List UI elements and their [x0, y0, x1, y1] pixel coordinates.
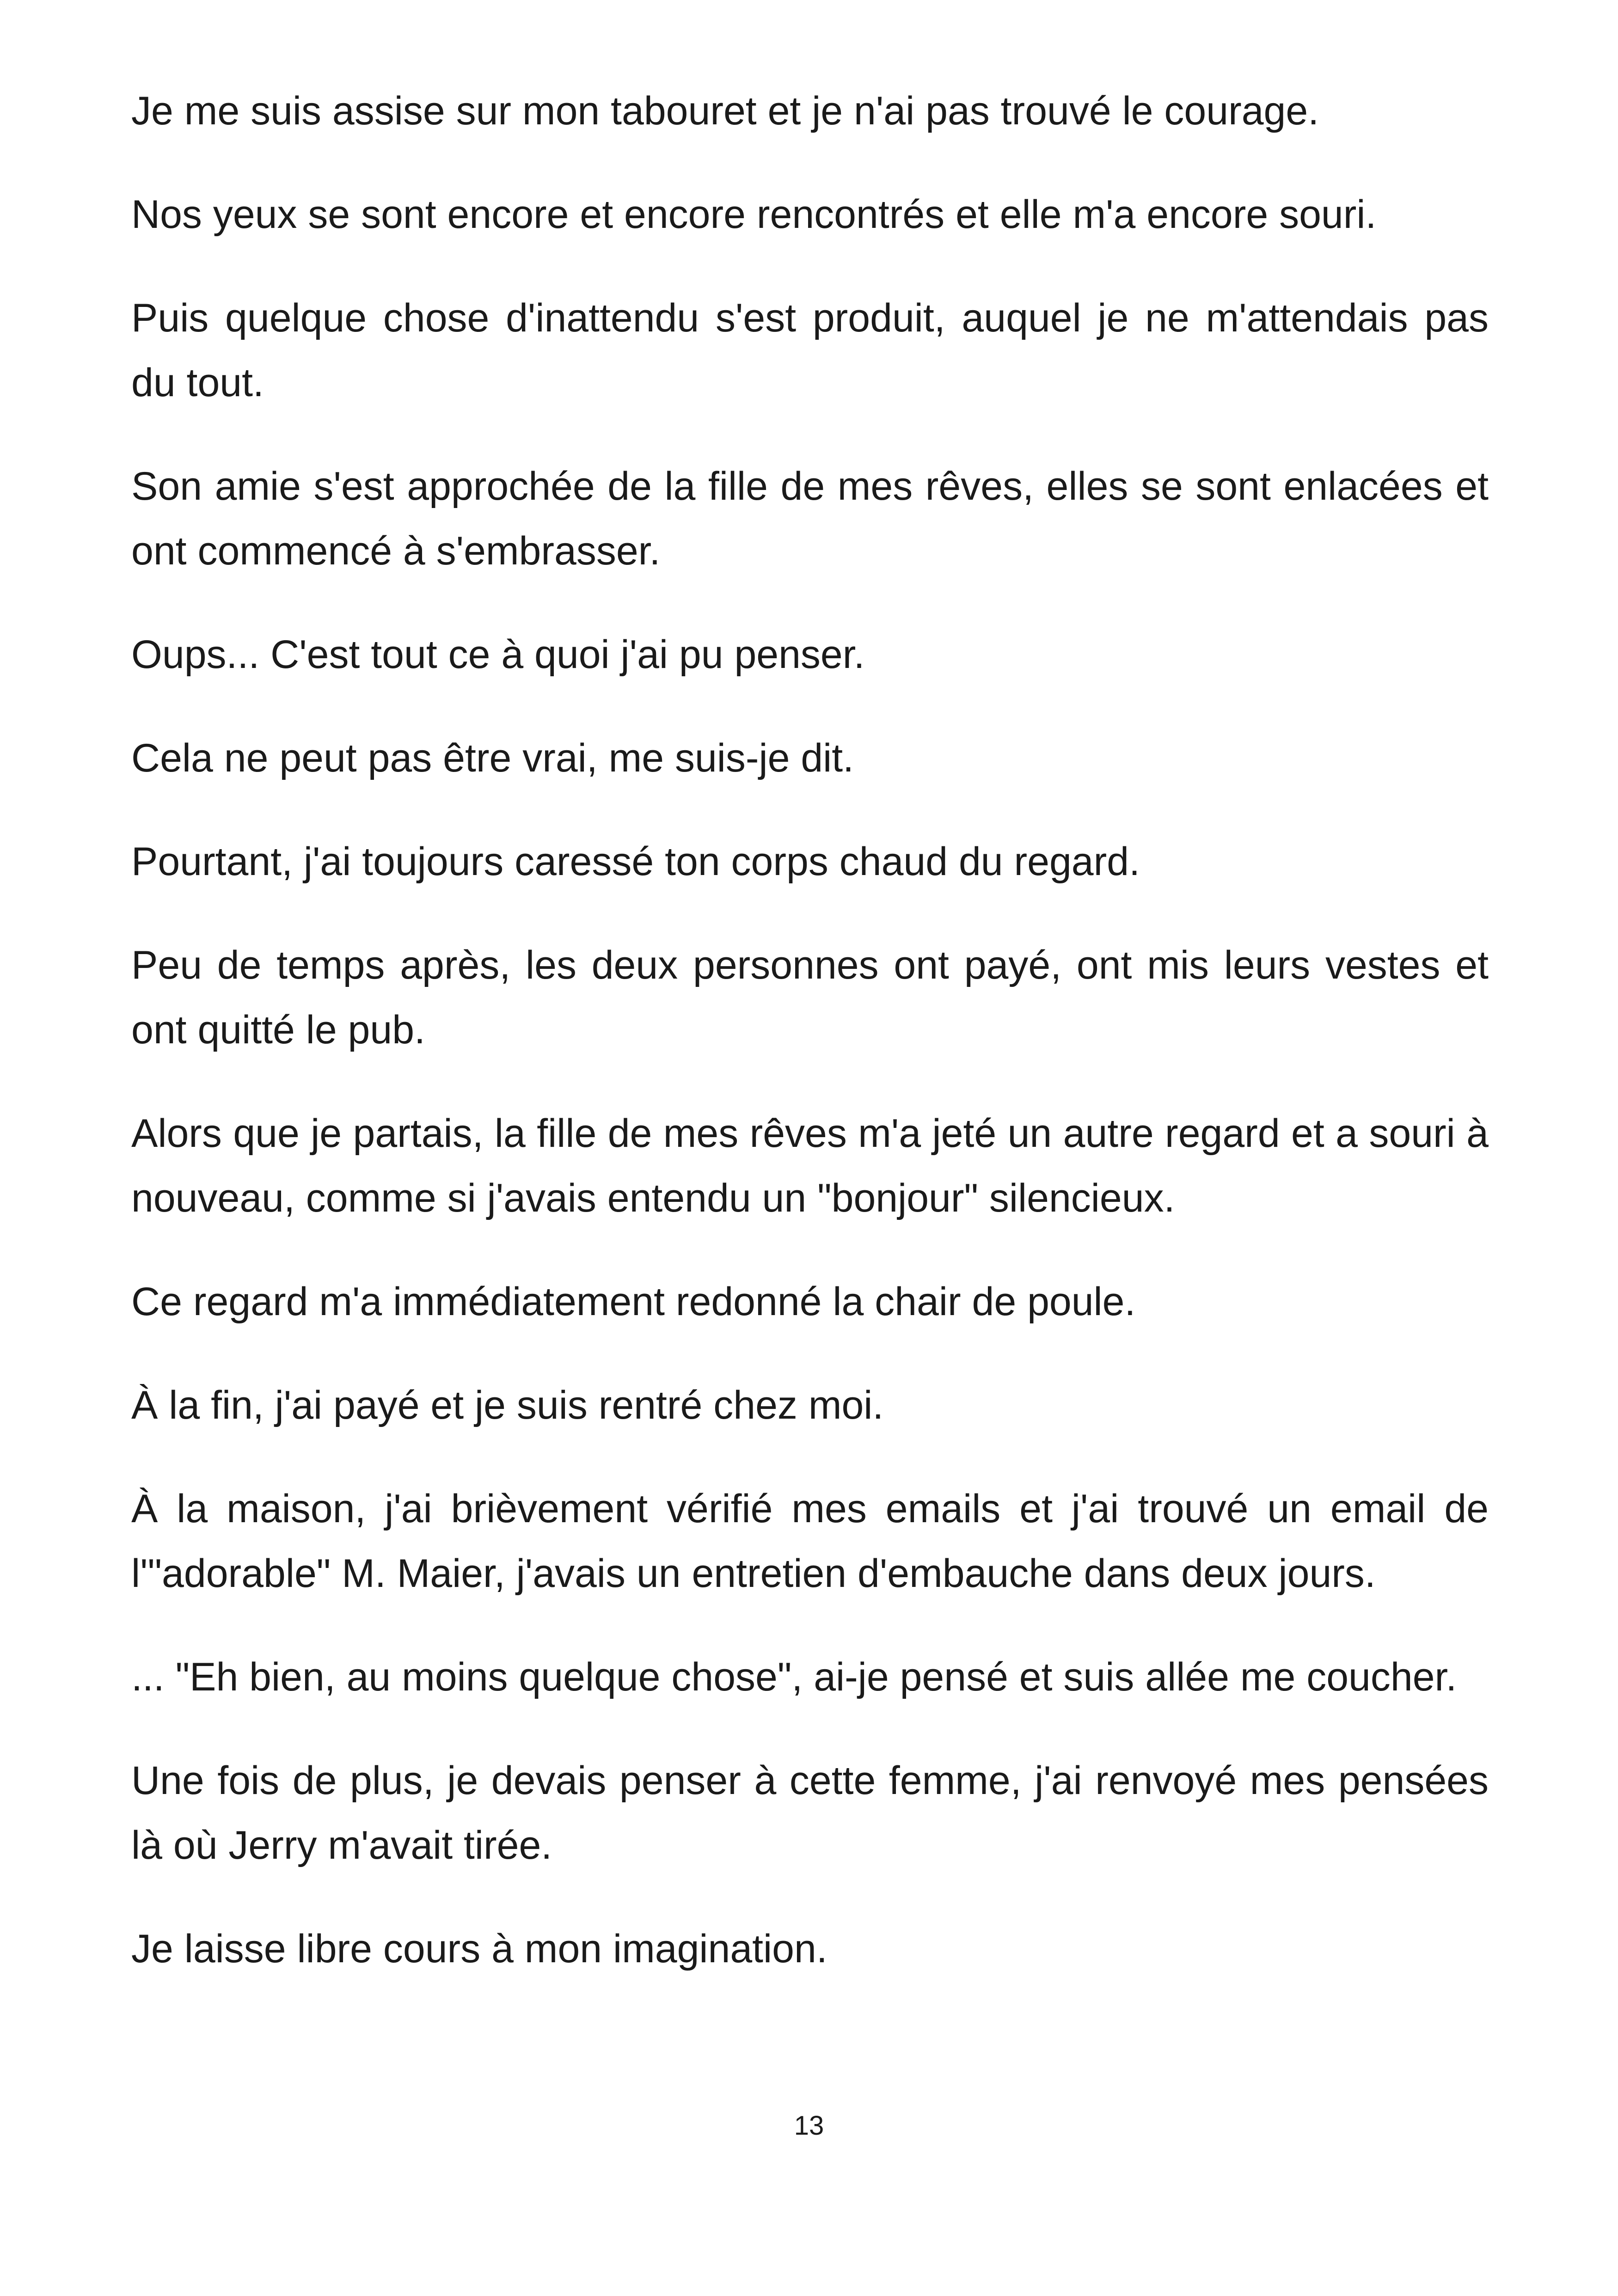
- paragraph: Peu de temps après, les deux personnes ont payé, ont mis leurs vestes et ont quitté le pub.: [131, 943, 1489, 1052]
- paragraph: Je laisse libre cours à mon imagination.: [131, 1927, 827, 1971]
- paragraph: Cela ne peut pas être vrai, me suis-je dit.: [131, 736, 854, 780]
- paragraph: Son amie s'est approchée de la fille de mes rêves, elles se sont enlacées et ont commencé à s'embrasser.: [131, 464, 1489, 573]
- paragraph: Une fois de plus, je devais penser à cette femme, j'ai renvoyé mes pensées là où Jerry m'avait tirée.: [131, 1758, 1489, 1867]
- paragraph: Puis quelque chose d'inattendu s'est produit, auquel je ne m'attendais pas du tout.: [131, 296, 1489, 405]
- paragraph: Pourtant, j'ai toujours caressé ton corps chaud du regard.: [131, 839, 1140, 884]
- paragraph: À la fin, j'ai payé et je suis rentré chez moi.: [131, 1383, 884, 1427]
- paragraph: Nos yeux se sont encore et encore rencontrés et elle m'a encore souri.: [131, 192, 1377, 237]
- paragraph: Je me suis assise sur mon tabouret et je n'ai pas trouvé le courage.: [131, 89, 1319, 133]
- paragraph: Alors que je partais, la fille de mes rêves m'a jeté un autre regard et a souri à nouveau, comme si j'avais entendu un "bonjour" silencieux.: [131, 1111, 1489, 1220]
- body-text: [131, 79, 1489, 2020]
- paragraph: Ce regard m'a immédiatement redonné la chair de poule.: [131, 1280, 1136, 1324]
- paragraph: ... "Eh bien, au moins quelque chose", ai-je pensé et suis allée me coucher.: [131, 1655, 1457, 1699]
- paragraph: Oups... C'est tout ce à quoi j'ai pu penser.: [131, 632, 865, 677]
- paragraph: À la maison, j'ai brièvement vérifié mes emails et j'ai trouvé un email de l'"adorable" M. Maier, j'avais un entretien d'embauche dans deux jours.: [131, 1487, 1489, 1596]
- page-number: 13: [794, 2111, 824, 2141]
